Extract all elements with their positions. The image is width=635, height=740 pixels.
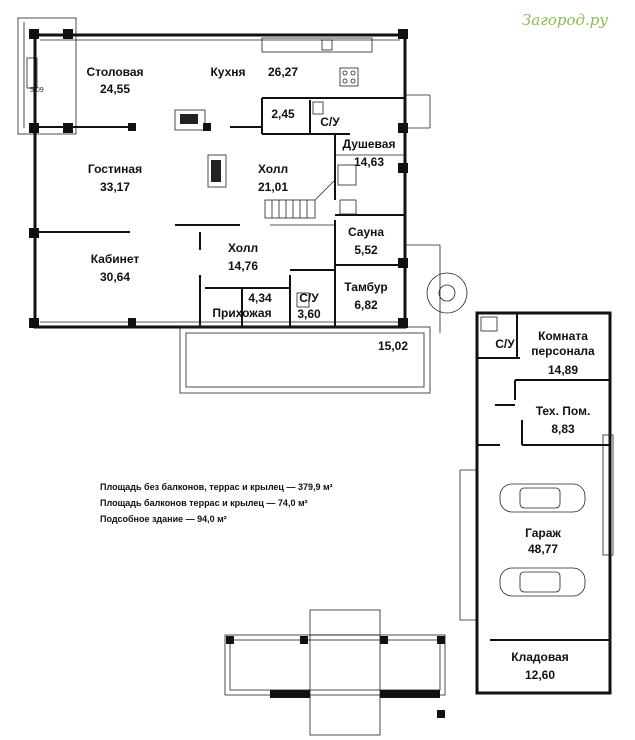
room-area-pantry: 2,45 (271, 107, 295, 121)
gate (225, 610, 445, 735)
room-name-staff-1: Комната (538, 329, 588, 343)
watermark: Загород.ру (522, 11, 609, 29)
room-name-study: Кабинет (90, 252, 140, 266)
room-area-hall2: 14,76 (227, 259, 259, 273)
room-name-wc1: С/У (320, 115, 340, 129)
room-area-living: 33,17 (99, 180, 131, 194)
room-area-closet: 4,34 (248, 291, 272, 305)
terrace (180, 95, 467, 393)
bath-fixtures (297, 102, 356, 307)
room-name-tech: Тех. Пом. (535, 404, 591, 418)
fireplace (175, 110, 226, 187)
room-name-wc3: С/У (495, 337, 515, 351)
room-area-vestibule: 6,82 (354, 298, 378, 312)
room-area-staff: 14,89 (547, 363, 579, 377)
room-name-sauna: Сауна (347, 225, 385, 239)
room-area-sauna: 5,52 (354, 243, 378, 257)
room-name-hall2: Холл (227, 241, 259, 255)
room-name-hall1: Холл (257, 162, 289, 176)
room-name-living: Гостиная (87, 162, 143, 176)
room-area-terrace: 15,02 (377, 339, 409, 353)
room-area-dining: 24,55 (99, 82, 131, 96)
room-area-wc2: 3,60 (297, 307, 321, 321)
room-name-entry: Прихожая (212, 306, 272, 320)
room-name-vestibule: Тамбур (344, 280, 388, 294)
room-area-garage: 48,77 (527, 542, 559, 556)
room-area-kitchen: 26,27 (267, 65, 299, 79)
room-name-dining: Столовая (86, 65, 144, 79)
room-area-hall1: 21,01 (257, 180, 289, 194)
legend-line-1: Площадь без балконов, террас и крылец — 379,9 м² (100, 482, 333, 492)
car-icon (500, 484, 585, 596)
room-name-wc2: С/У (299, 291, 319, 305)
legend-line-3: Подсобное здание — 94,0 м² (100, 514, 227, 524)
room-name-storage: Кладовая (511, 650, 569, 664)
outbuilding-walls (460, 313, 613, 693)
legend-line-2: Площадь балконов террас и крылец — 74,0 м² (100, 498, 308, 508)
room-name-shower: Душевая (342, 137, 396, 151)
room-area-shower: 14,63 (353, 155, 385, 169)
room-name-garage: Гараж (525, 526, 561, 540)
area-legend (100, 479, 333, 527)
room-labels (86, 65, 595, 682)
balcony-area: 5,09 (30, 87, 44, 94)
room-area-tech: 8,83 (551, 422, 575, 436)
room-name-staff-2: персонала (531, 344, 595, 358)
room-name-kitchen: Кухня (210, 65, 246, 79)
room-area-storage: 12,60 (524, 668, 556, 682)
room-area-study: 30,64 (99, 270, 131, 284)
